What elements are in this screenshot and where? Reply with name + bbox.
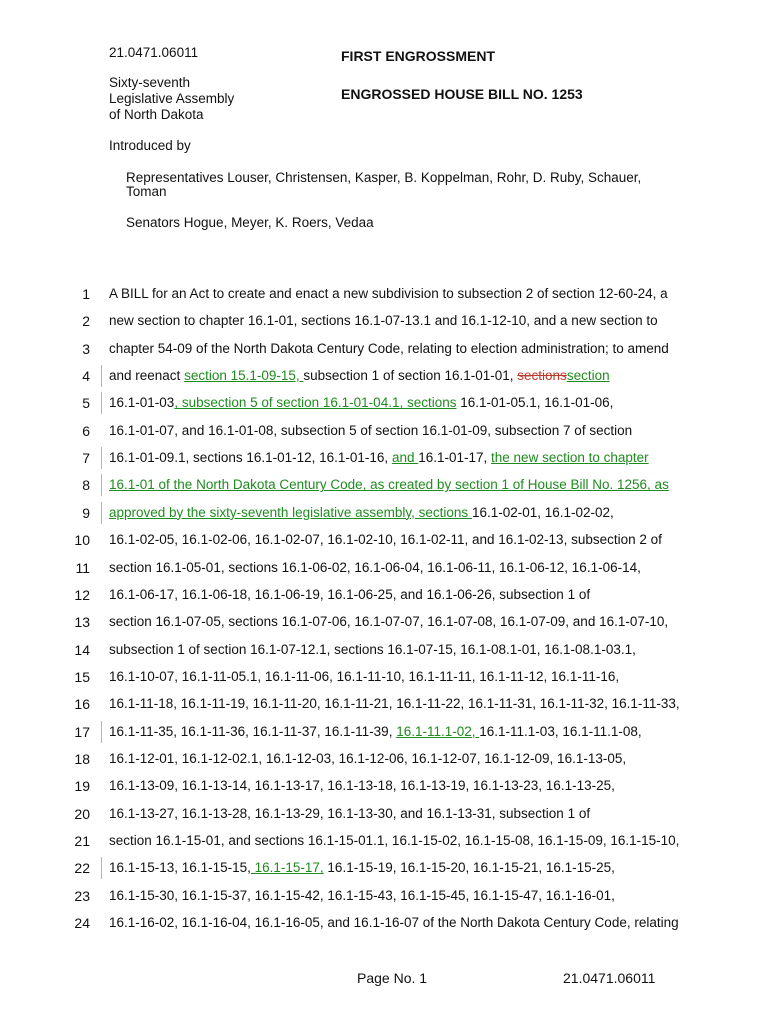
line-number: 23 bbox=[74, 887, 90, 904]
line-number: 21 bbox=[74, 833, 90, 849]
line-number: 19 bbox=[74, 778, 90, 795]
inserted-text: section 15.1-09-15, bbox=[184, 368, 304, 384]
line-number: 22 bbox=[74, 860, 90, 877]
line-text-segment: 16.1-16-02, 16.1-16-04, 16.1-16-05, and 16.1-16-07 of the North Dakota Century Code, relating bbox=[109, 915, 679, 931]
bill-line-text bbox=[109, 642, 636, 657]
inserted-text: the new section to chapter bbox=[491, 450, 649, 466]
line-text-segment: new section to chapter 16.1-01, sections 16.1-07-13.1 and 16.1-12-10, and a new section to bbox=[109, 313, 658, 329]
line-number: 3 bbox=[82, 340, 90, 357]
bill-line-text bbox=[109, 313, 658, 328]
bill-line-text bbox=[109, 587, 590, 602]
change-bar bbox=[101, 474, 102, 496]
line-number: 14 bbox=[74, 641, 90, 658]
bill-line-text bbox=[109, 395, 613, 410]
line-number: 17 bbox=[74, 723, 90, 740]
assembly-line-3: of North Dakota bbox=[109, 107, 204, 122]
line-text-segment: 16.1-13-27, 16.1-13-28, 16.1-13-29, 16.1-13-30, and 16.1-13-31, subsection 1 of bbox=[109, 805, 591, 821]
line-number: 4 bbox=[82, 368, 90, 385]
line-text-segment: 16.1-06-17, 16.1-06-18, 16.1-06-19, 16.1-06-25, and 16.1-06-26, subsection 1 of bbox=[109, 586, 591, 602]
bill-line-text bbox=[109, 560, 641, 575]
assembly-line-2: Legislative Assembly bbox=[109, 91, 235, 106]
engrossment-title: FIRST ENGROSSMENT bbox=[341, 48, 496, 64]
change-bar bbox=[101, 365, 102, 387]
line-text-segment: 16.1-11.1-03, 16.1-11.1-08, bbox=[479, 723, 642, 739]
line-text-segment: 16.1-12-01, 16.1-12-02.1, 16.1-12-03, 16.1-12-06, 16.1-12-07, 16.1-12-09, 16.1-13-05, bbox=[109, 750, 627, 766]
line-text-segment: 16.1-02-05, 16.1-02-06, 16.1-02-07, 16.1-02-10, 16.1-02-11, and 16.1-02-13, subsection 2 of bbox=[109, 532, 662, 548]
line-number: 1 bbox=[82, 286, 90, 302]
bill-line-text bbox=[109, 368, 610, 383]
line-text-segment: 16.1-01-07, and 16.1-01-08, subsection 5 of section 16.1-01-09, subsection 7 of section bbox=[109, 422, 633, 438]
line-text-segment: chapter 54-09 of the North Dakota Century Code, relating to election administration; to amend bbox=[109, 340, 669, 356]
doc-number: 21.0471.06011 bbox=[109, 45, 199, 60]
inserted-text: , subsection 5 of section 16.1-01-04.1, sections bbox=[174, 395, 457, 411]
bill-line-text bbox=[109, 341, 669, 356]
bill-line-text bbox=[109, 888, 615, 903]
line-number: 9 bbox=[82, 504, 90, 521]
change-bar bbox=[101, 392, 102, 414]
assembly-line-1: Sixty-seventh bbox=[109, 75, 191, 90]
line-number: 16 bbox=[74, 696, 90, 713]
bill-line-text bbox=[109, 915, 679, 930]
bill-line-text bbox=[109, 696, 680, 711]
line-number: 5 bbox=[82, 395, 90, 412]
senators-line: Senators Hogue, Meyer, K. Roers, Vedaa bbox=[126, 215, 374, 230]
line-number: 15 bbox=[74, 668, 90, 685]
change-bar bbox=[101, 502, 102, 524]
line-text-segment: A BILL for an Act to create and enact a new subdivision to subsection 2 of section 12-60-24, a bbox=[109, 286, 668, 301]
line-number: 12 bbox=[74, 586, 90, 603]
inserted-text: 16.1-01 of the North Dakota Century Code, as created by section 1 of House Bill No. 1256, as bbox=[109, 477, 669, 493]
line-number: 24 bbox=[74, 915, 90, 932]
bill-line-text bbox=[109, 505, 614, 520]
line-number: 18 bbox=[74, 750, 90, 767]
line-number: 20 bbox=[74, 805, 90, 822]
footer-doc-number: 21.0471.06011 bbox=[563, 970, 656, 986]
line-text-segment: 16.1-01-17, bbox=[418, 450, 492, 466]
bill-line-text bbox=[109, 450, 649, 465]
line-number: 2 bbox=[82, 313, 90, 330]
line-text-segment: 16.1-02-01, 16.1-02-02, bbox=[471, 504, 614, 520]
bill-line-text bbox=[109, 860, 615, 875]
bill-line-text bbox=[109, 669, 619, 684]
line-text-segment: and reenact bbox=[109, 368, 185, 384]
bill-line-text bbox=[109, 286, 668, 301]
inserted-text: section bbox=[566, 368, 610, 384]
line-text-segment: 16.1-11-18, 16.1-11-19, 16.1-11-20, 16.1-11-21, 16.1-11-22, 16.1-11-31, 16.1-11-32, 16.1-11-33, bbox=[109, 696, 680, 712]
bill-line-text bbox=[109, 477, 669, 492]
introduced-by-label: Introduced by bbox=[109, 138, 191, 153]
representatives-line-1: Representatives Louser, Christensen, Kasper, B. Koppelman, Rohr, D. Ruby, Schauer, bbox=[126, 170, 642, 185]
change-bar bbox=[101, 721, 102, 743]
page-number: Page No. 1 bbox=[357, 970, 428, 986]
inserted-text: 16.1-15-17, bbox=[250, 860, 324, 876]
bill-line-text bbox=[109, 751, 626, 766]
line-number: 8 bbox=[82, 477, 90, 494]
line-number: 10 bbox=[74, 532, 90, 549]
line-text-segment: section 16.1-05-01, sections 16.1-06-02, 16.1-06-04, 16.1-06-11, 16.1-06-12, 16.1-06-14, bbox=[109, 559, 641, 575]
bill-line-text bbox=[109, 614, 668, 629]
line-number: 7 bbox=[82, 450, 90, 467]
line-text-segment: 16.1-13-09, 16.1-13-14, 16.1-13-17, 16.1-13-18, 16.1-13-19, 16.1-13-23, 16.1-13-25, bbox=[109, 778, 615, 794]
line-text-segment: 16.1-01-05.1, 16.1-01-06, bbox=[456, 395, 614, 411]
inserted-text: and bbox=[391, 450, 419, 466]
bill-line-text bbox=[109, 778, 615, 793]
bill-line-text bbox=[109, 724, 642, 739]
line-text-segment: subsection 1 of section 16.1-01-01, bbox=[303, 368, 518, 384]
line-text-segment: section 16.1-07-05, sections 16.1-07-06, 16.1-07-07, 16.1-07-08, 16.1-07-09, and 16.1-07-10, bbox=[109, 614, 669, 630]
line-number: 13 bbox=[74, 614, 90, 631]
line-text-segment: 16.1-15-30, 16.1-15-37, 16.1-15-42, 16.1-15-43, 16.1-15-45, 16.1-15-47, 16.1-16-01, bbox=[109, 887, 615, 903]
line-text-segment: section 16.1-15-01, and sections 16.1-15-01.1, 16.1-15-02, 16.1-15-08, 16.1-15-09, 16.1-15-10, bbox=[109, 833, 680, 848]
line-text-segment: 16.1-01-03 bbox=[109, 395, 175, 411]
bill-line-text bbox=[109, 806, 590, 821]
bill-line-text bbox=[109, 423, 632, 438]
line-text-segment: subsection 1 of section 16.1-07-12.1, sections 16.1-07-15, 16.1-08.1-01, 16.1-08.1-03.1, bbox=[109, 641, 636, 657]
line-text-segment: 16.1-15-13, 16.1-15-15, bbox=[109, 860, 251, 876]
representatives-line-2: Toman bbox=[126, 184, 167, 199]
line-text-segment: 16.1-11-35, 16.1-11-36, 16.1-11-37, 16.1-11-39, bbox=[109, 723, 397, 739]
line-number: 11 bbox=[75, 559, 90, 576]
change-bar bbox=[101, 447, 102, 469]
change-bar bbox=[101, 857, 102, 879]
deleted-text: sections bbox=[517, 368, 567, 384]
line-text-segment: 16.1-10-07, 16.1-11-05.1, 16.1-11-06, 16.1-11-10, 16.1-11-11, 16.1-11-12, 16.1-11-16, bbox=[109, 668, 620, 684]
bill-line-text bbox=[109, 833, 679, 848]
bill-title: ENGROSSED HOUSE BILL NO. 1253 bbox=[341, 86, 583, 102]
inserted-text: approved by the sixty-seventh legislative assembly, sections bbox=[109, 504, 472, 520]
line-number: 6 bbox=[82, 422, 90, 439]
line-text-segment: 16.1-01-09.1, sections 16.1-01-12, 16.1-01-16, bbox=[109, 450, 392, 466]
bill-line-text bbox=[109, 532, 662, 547]
line-text-segment: 16.1-15-19, 16.1-15-20, 16.1-15-21, 16.1-15-25, bbox=[323, 860, 615, 876]
inserted-text: 16.1-11.1-02, bbox=[396, 723, 480, 739]
